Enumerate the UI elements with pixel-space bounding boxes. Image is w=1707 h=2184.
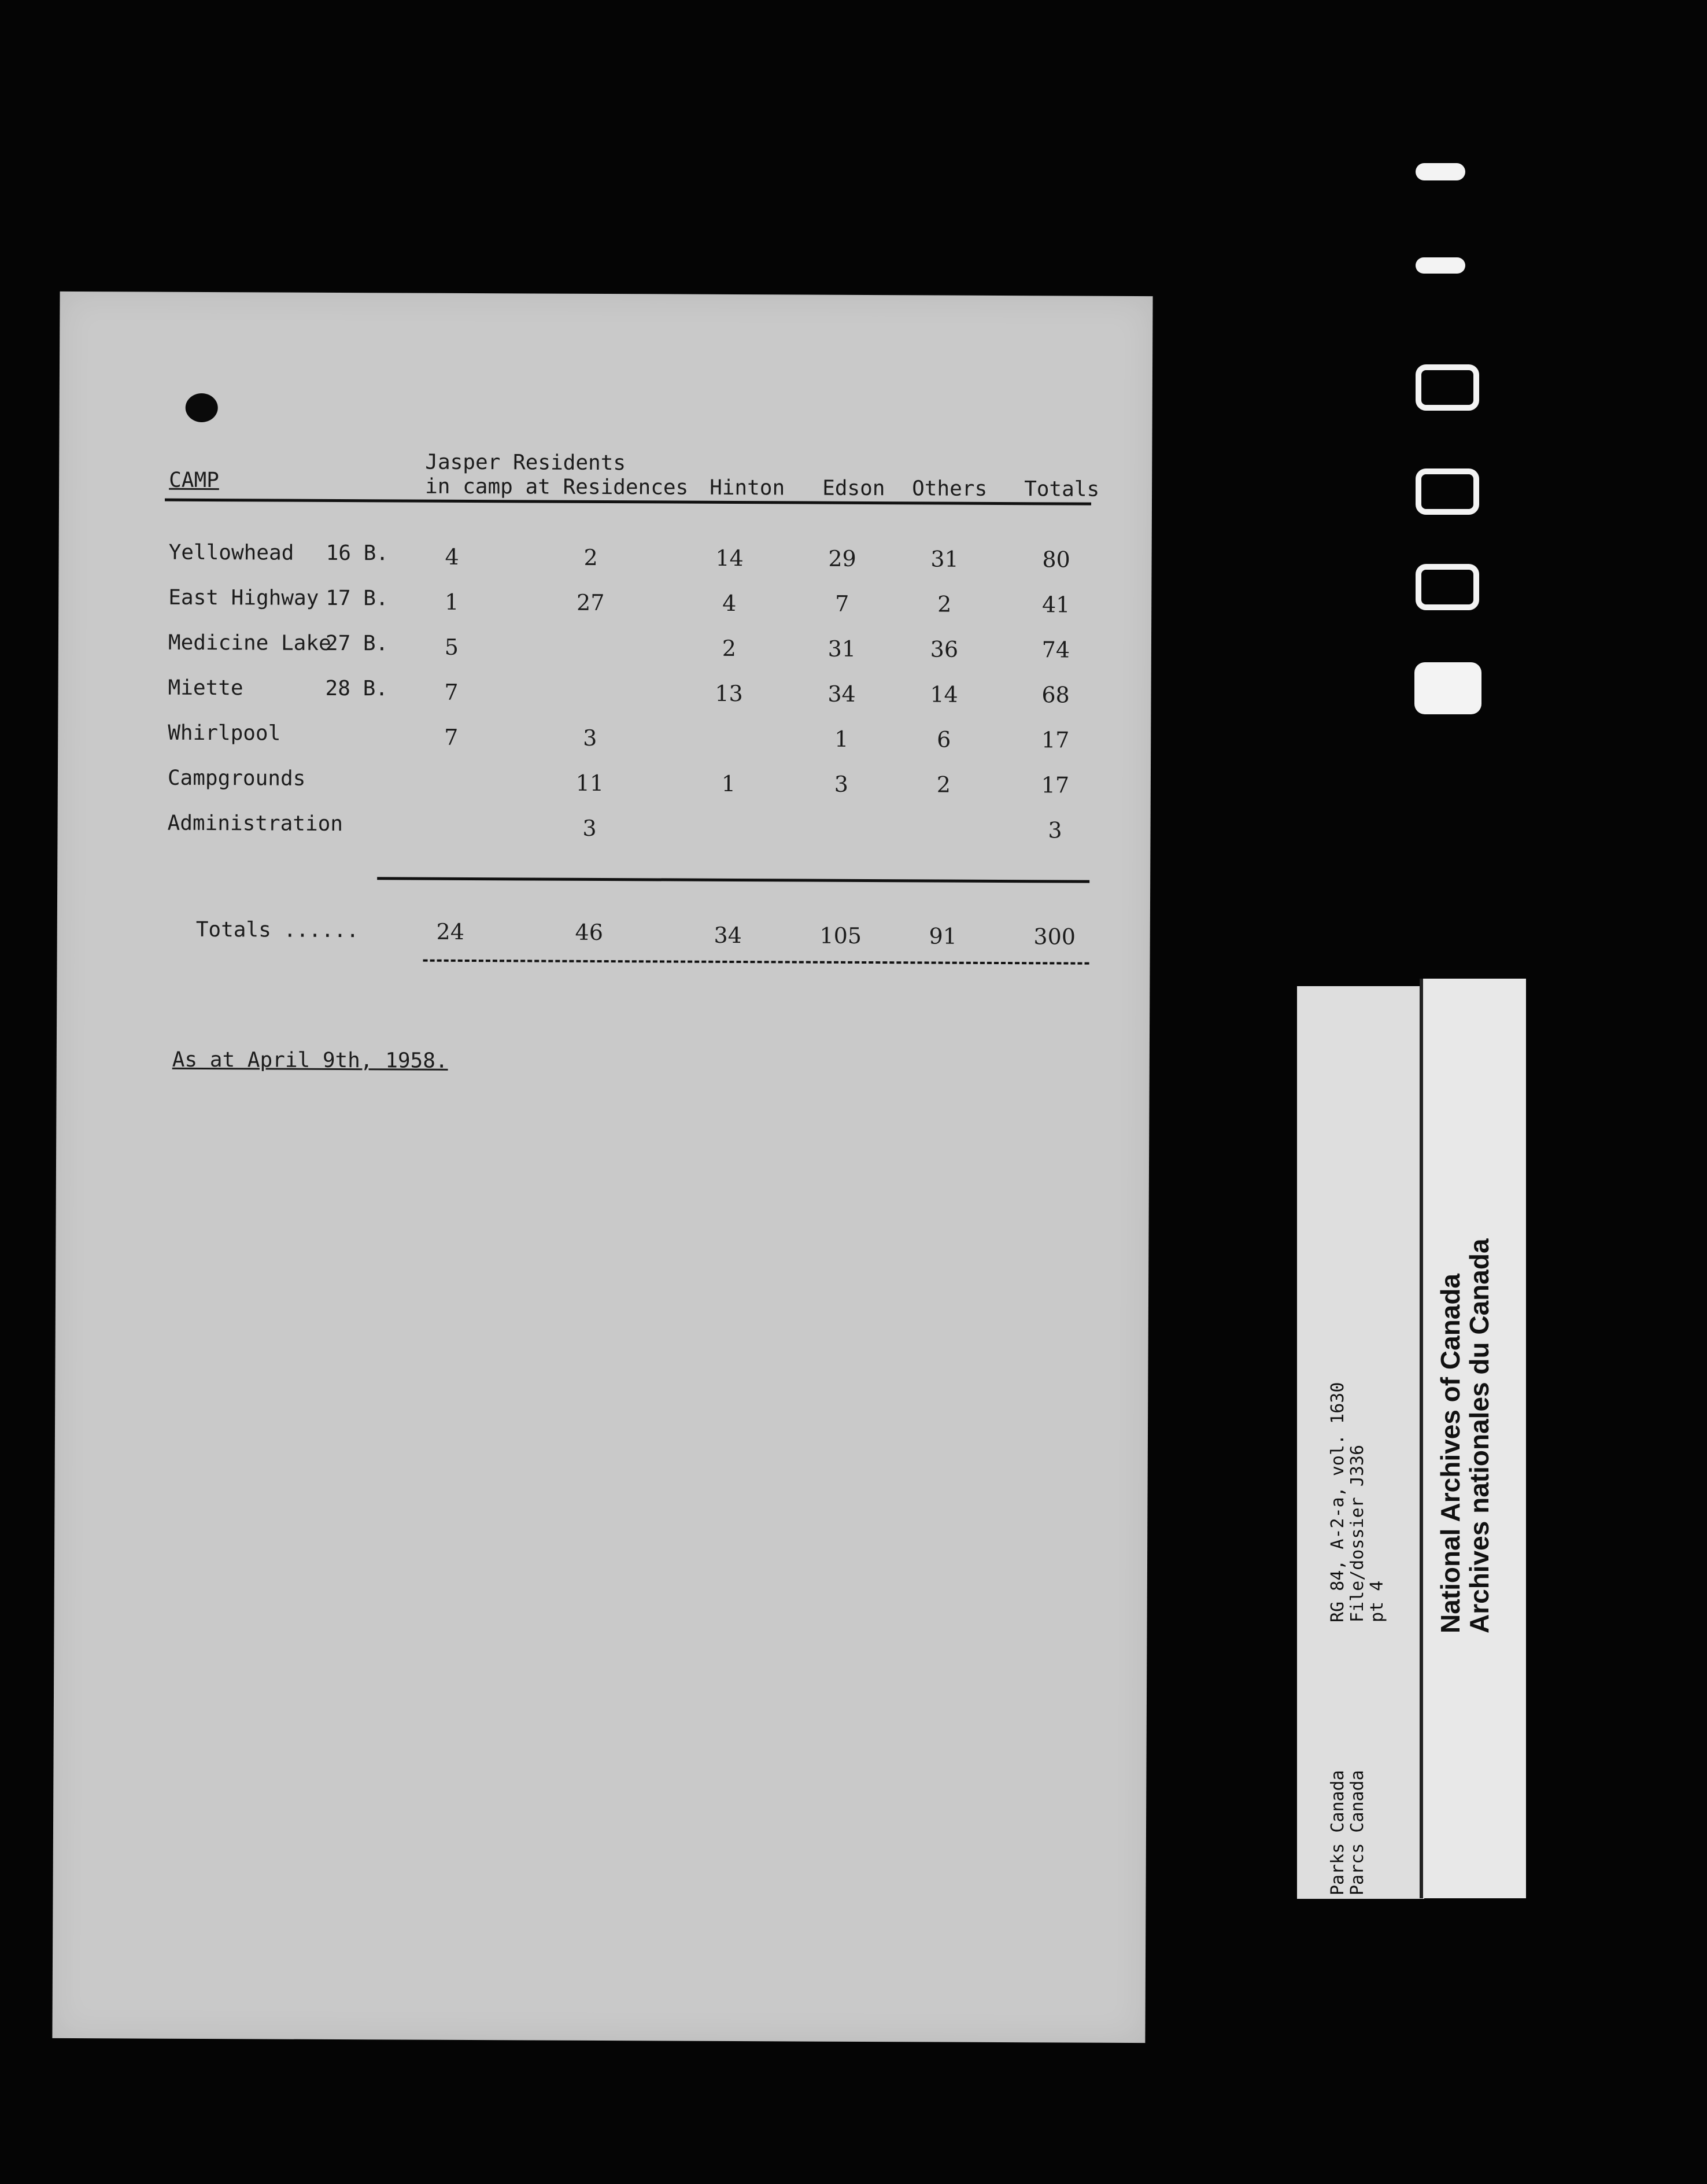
header-edson: Edson [822,476,885,501]
row-cell-in-camp [416,815,486,816]
frame-mark [1416,564,1479,610]
header-hinton: Hinton [710,475,785,500]
frame-mark [1416,257,1465,274]
row-cell-in-camp: 4 [445,544,459,570]
row-camp-name: Campgrounds [167,766,306,791]
row-camp-name: Miette [168,676,243,700]
row-cell-at-res: 3 [583,725,597,751]
frame-mark [1416,163,1465,180]
archive-reference-card [1297,986,1424,1899]
total-others: 91 [929,923,958,949]
row-camp-name: Whirlpool [168,721,281,746]
row-cell-others: 31 [930,546,959,572]
row-cell-edson: 1 [834,726,849,752]
row-cell-hinton [694,816,763,817]
header-others: Others [912,477,988,501]
row-cell-at-res: 3 [582,815,597,841]
row-cell-at-res: 27 [576,589,605,616]
row-cell-hinton: 1 [721,770,736,796]
frame-mark [1416,364,1479,411]
row-camp-name: East Highway [168,585,319,610]
row-camp-name: Yellowhead [168,540,294,565]
row-cell-at-res [556,635,625,636]
row-cell-total: 41 [1041,592,1070,618]
row-cell-hinton: 13 [715,680,743,707]
punch-hole [186,393,218,422]
row-cell-at-res: 2 [583,544,598,570]
header-camp: CAMP [169,468,219,493]
total-edson: 105 [819,923,862,949]
totals-rule [377,877,1089,883]
row-cell-at-res [556,680,625,681]
row-cell-others: 14 [930,681,958,707]
header-totals: Totals [1024,477,1100,501]
row-cell-total: 3 [1048,817,1062,843]
row-cell-total: 74 [1041,637,1070,663]
row-cell-hinton: 14 [715,545,744,571]
national-archives-fr: Archives nationales du Canada [1464,1238,1494,1633]
parks-canada-en: Parks Canada [1328,1770,1348,1895]
row-cell-in-camp: 7 [444,679,459,705]
row-cell-edson: 31 [827,636,856,662]
row-camp-name: Administration [167,811,343,836]
row-cell-edson: 3 [834,771,849,797]
archive-ref-line-2: File/dossier J336 [1347,1444,1368,1622]
row-cell-others: 2 [936,772,951,798]
national-archives-en: National Archives of Canada [1435,1273,1465,1633]
parks-canada-fr: Parcs Canada [1347,1770,1368,1895]
row-cell-total: 68 [1041,682,1070,708]
header-jasper-subcolumns: in camp at Residences [425,474,689,500]
archive-ref-line-1: RG 84, A-2-a, vol. 1630 [1328,1382,1348,1622]
row-camp-name: Medicine Lake [168,630,331,655]
national-archives-card [1420,979,1526,1898]
row-cell-edson: 29 [828,545,856,571]
row-cell-hinton: 4 [722,590,737,616]
totals-label: Totals ...... [195,917,359,943]
archive-ref-line-3: pt 4 [1367,1580,1387,1622]
header-jasper-residents: Jasper Residents [425,450,626,475]
row-cell-at-res: 11 [575,770,604,796]
row-camp-code: 28 B. [325,676,389,701]
row-cell-edson: 34 [827,681,856,707]
frame-mark [1416,468,1479,515]
row-cell-total: 80 [1042,547,1070,573]
row-camp-code: 16 B. [326,541,389,566]
row-cell-total: 17 [1041,727,1070,753]
row-cell-in-camp: 5 [444,634,459,660]
row-cell-others: 36 [930,636,959,662]
row-cell-edson: 7 [835,591,849,617]
total-grand: 300 [1033,924,1076,950]
date-note: As at April 9th, 1958. [172,1047,448,1073]
frame-mark [1414,662,1481,714]
total-at-residences: 46 [575,919,604,945]
total-in-camp: 24 [436,918,465,945]
document-page [52,292,1152,2043]
row-camp-code: 17 B. [326,586,389,611]
row-cell-hinton: 2 [722,635,737,661]
row-cell-in-camp: 1 [445,589,459,615]
row-cell-in-camp: 7 [444,724,459,750]
row-cell-others: 2 [937,591,952,617]
totals-dashed-rule [423,960,1089,965]
row-cell-total: 17 [1041,772,1070,798]
total-hinton: 34 [714,922,742,949]
row-cell-others: 6 [937,726,951,752]
row-camp-code: 27 B. [325,631,389,656]
